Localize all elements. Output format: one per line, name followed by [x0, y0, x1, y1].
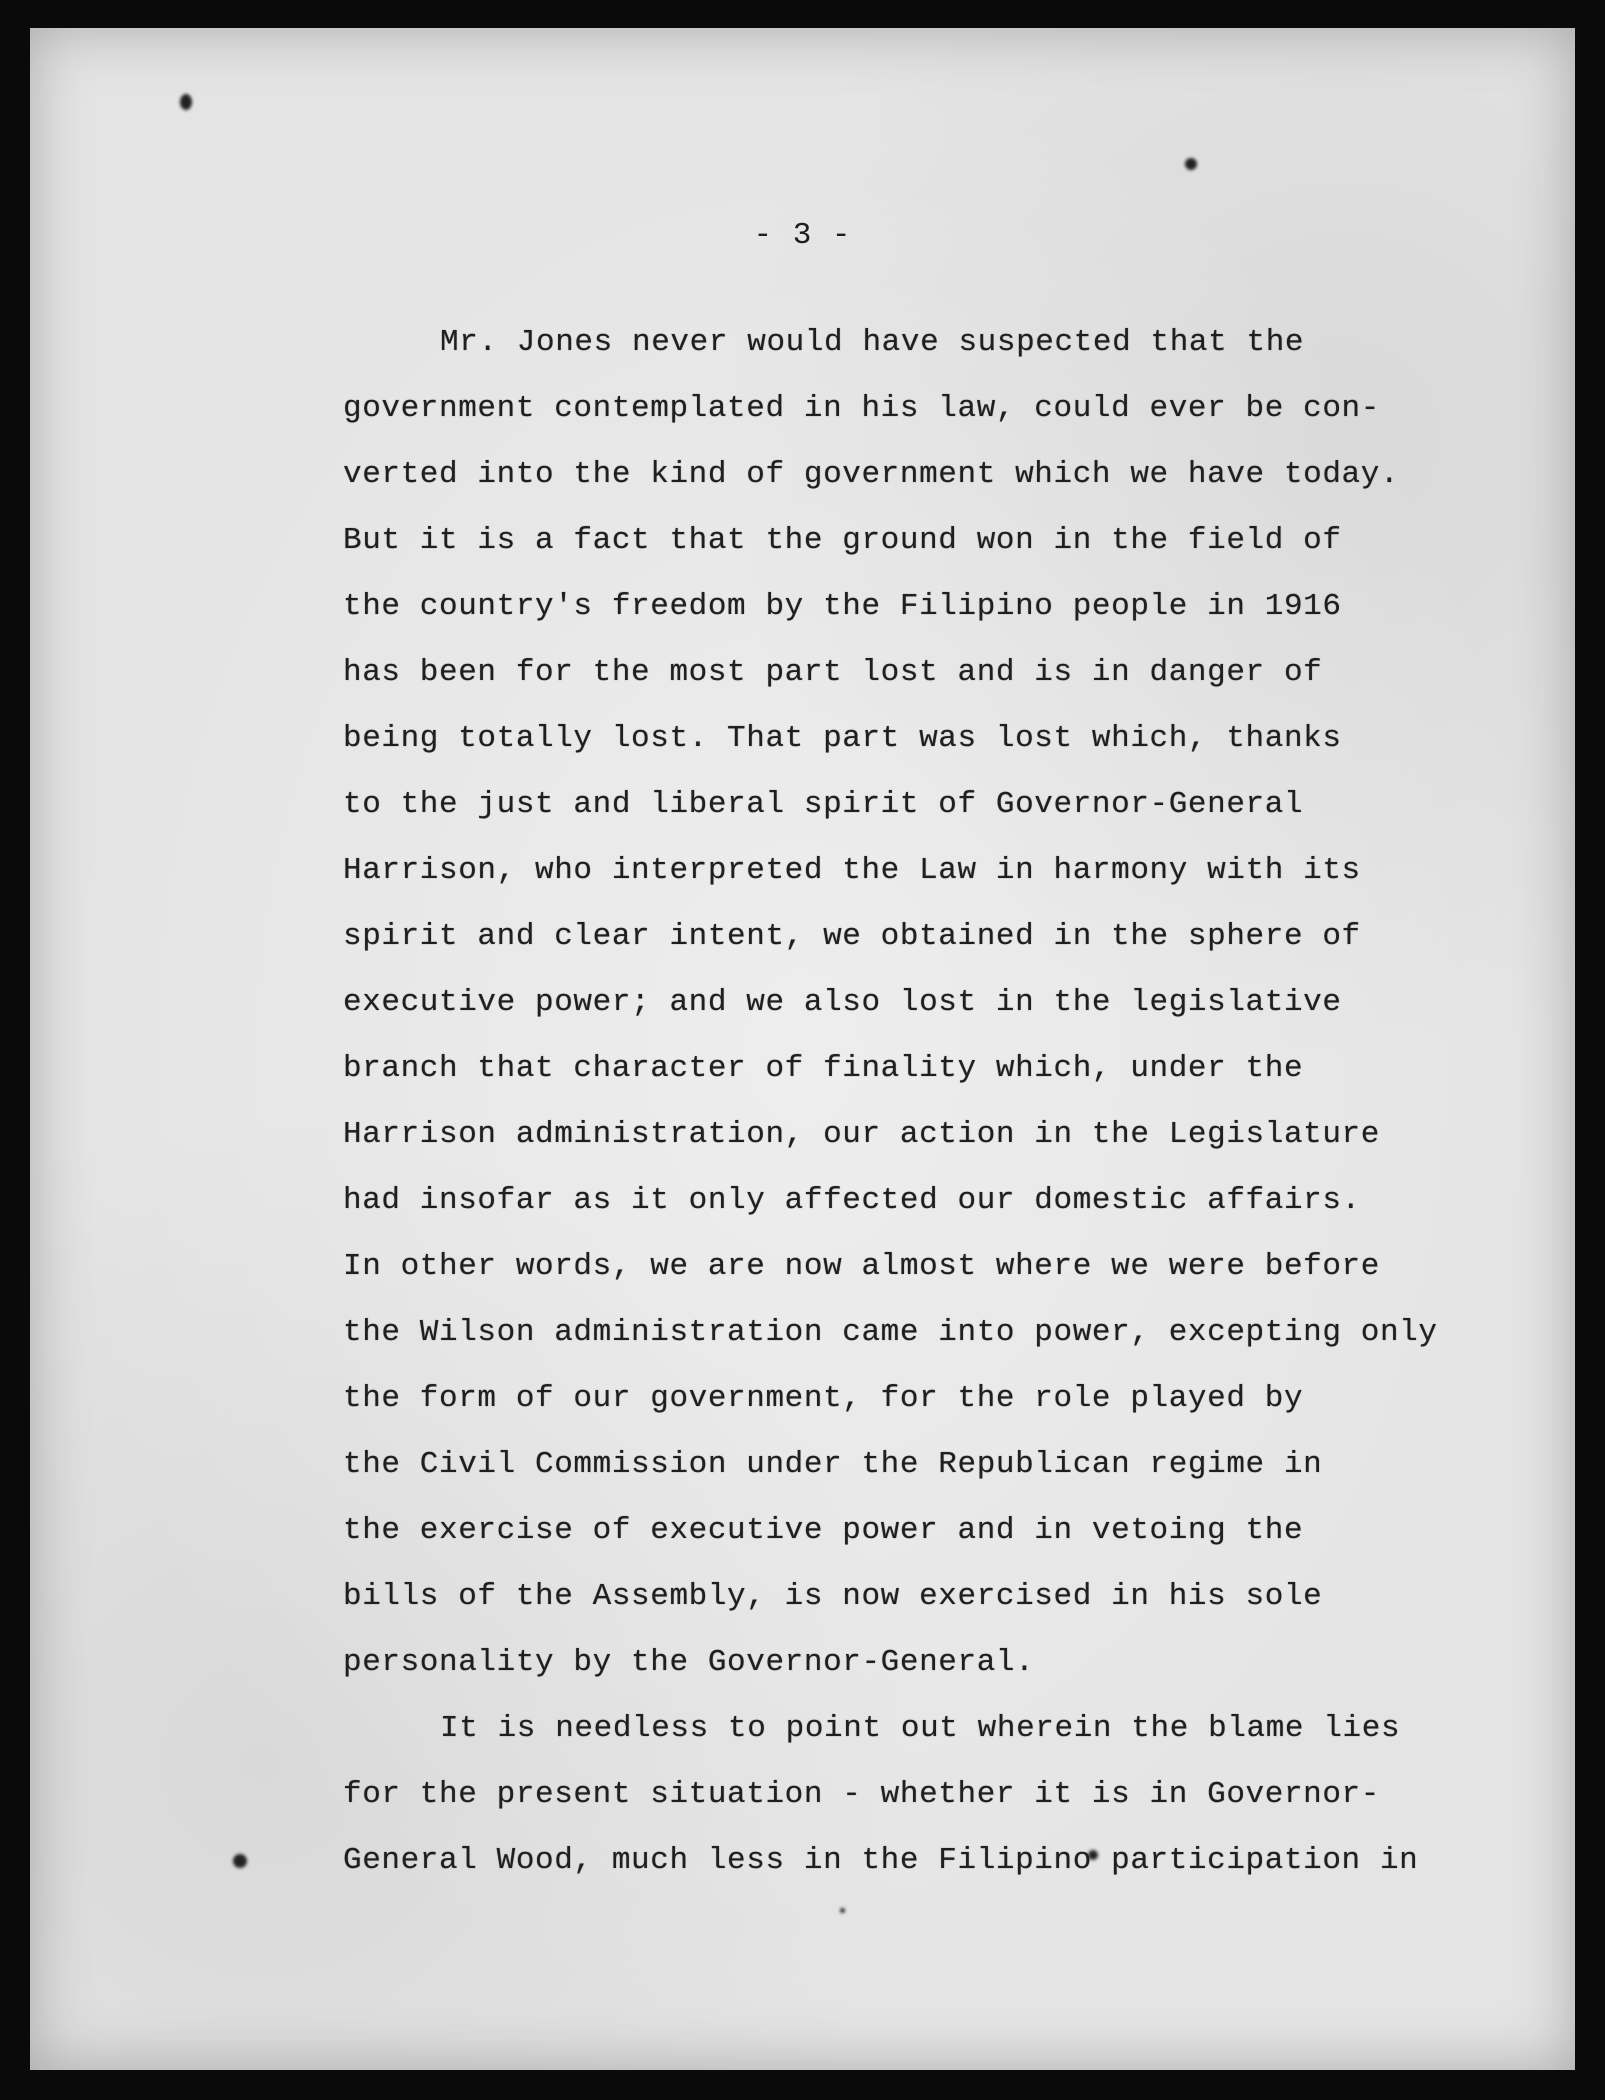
- text-line: In other words, we are now almost where we were before: [343, 1249, 1380, 1284]
- ink-speck: [180, 94, 192, 110]
- text-line: the form of our government, for the role played by: [343, 1381, 1304, 1416]
- text-line: government contemplated in his law, could ever be con-: [343, 391, 1380, 426]
- text-line: But it is a fact that the ground won in the field of: [343, 523, 1342, 558]
- typewritten-page: [30, 28, 1575, 2070]
- ink-speck: [233, 1854, 247, 1868]
- text-line: verted into the kind of government which we have today.: [343, 457, 1400, 492]
- text-line: spirit and clear intent, we obtained in the sphere of: [343, 919, 1361, 954]
- text-line: for the present situation - whether it is in Governor-: [343, 1777, 1380, 1812]
- ink-speck: [1185, 158, 1197, 170]
- text-line: the exercise of executive power and in vetoing the: [343, 1513, 1304, 1548]
- text-line: to the just and liberal spirit of Governor-General: [343, 787, 1304, 822]
- text-line: Harrison administration, our action in the Legislature: [343, 1117, 1380, 1152]
- text-line: Harrison, who interpreted the Law in harmony with its: [343, 853, 1361, 888]
- text-line: General Wood, much less in the Filipino participation in: [343, 1843, 1419, 1878]
- ink-speck: [840, 1908, 845, 1913]
- text-line: personality by the Governor-General.: [343, 1645, 1035, 1680]
- text-line: the country's freedom by the Filipino people in 1916: [343, 589, 1342, 624]
- text-line: the Wilson administration came into power, excepting only: [343, 1315, 1438, 1350]
- text-line: It is needless to point out wherein the blame lies: [440, 1711, 1401, 1746]
- text-line: branch that character of finality which, under the: [343, 1051, 1304, 1086]
- text-line: executive power; and we also lost in the legislative: [343, 985, 1342, 1020]
- text-line: bills of the Assembly, is now exercised in his sole: [343, 1579, 1323, 1614]
- text-line: had insofar as it only affected our domestic affairs.: [343, 1183, 1361, 1218]
- text-line: being totally lost. That part was lost which, thanks: [343, 721, 1342, 756]
- page-number: - 3 -: [753, 218, 852, 253]
- text-line: the Civil Commission under the Republican regime in: [343, 1447, 1323, 1482]
- body-text: [343, 310, 1543, 1894]
- text-line: has been for the most part lost and is in danger of: [343, 655, 1323, 690]
- text-line: Mr. Jones never would have suspected that the: [440, 325, 1305, 360]
